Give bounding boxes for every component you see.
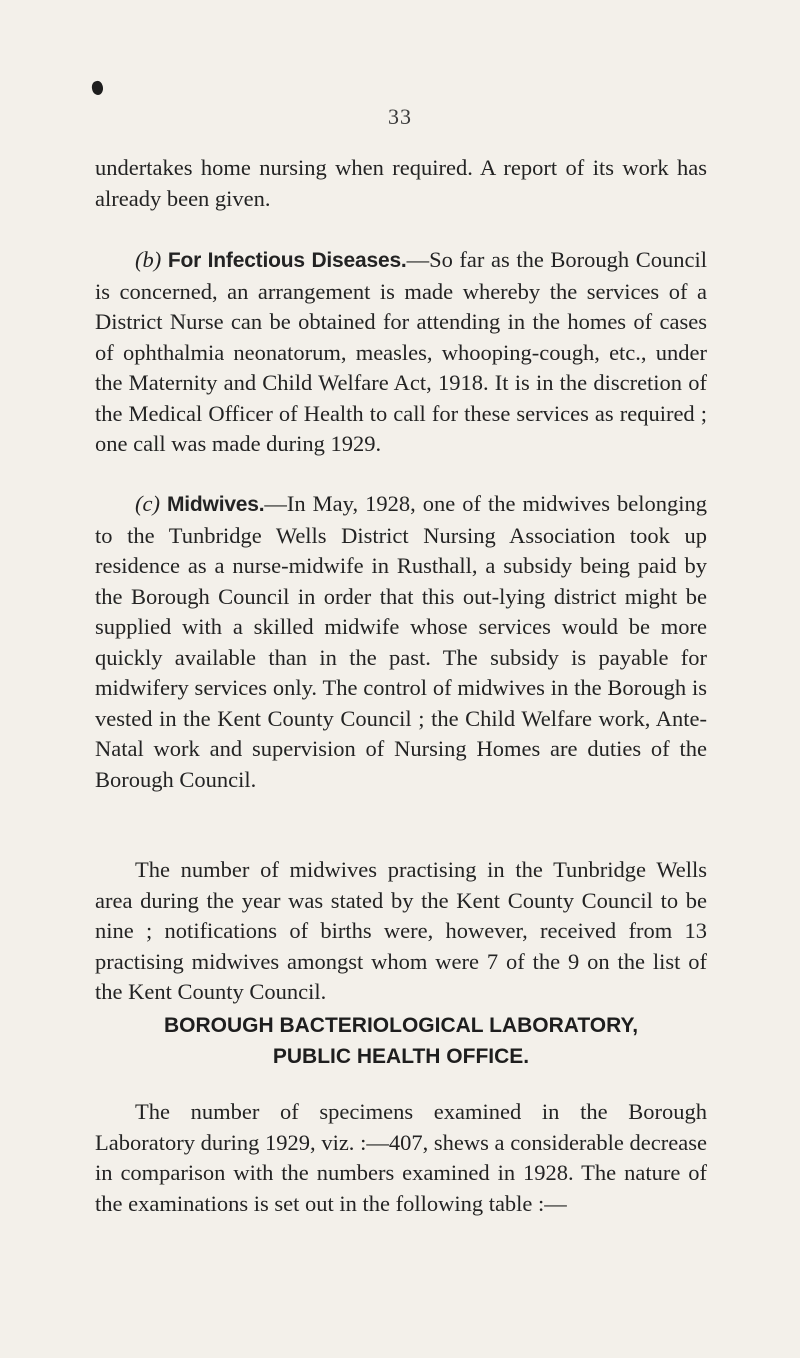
page-number: 33 [388,104,412,129]
paragraph-text: —In May, 1928, one of the midwives belonging to the Tunbridge Wells District Nursing Association took up residence as a nurse-midwife in Rusthall, a subsidy being paid by the Borough Council in order that this out-lying district might be supplied with a skilled midwife whose services would be more quickly available than in the past. The subsidy is payable for midwifery services only. The control of midwives in the Borough is vested in the Kent County Council ; the Child Welfare work, Ante-Natal work and supervision of Nursing Homes are duties of the Borough Council. [95,491,707,792]
paragraph-label: (b) [135,247,162,272]
paragraph-infectious-diseases [95,245,707,460]
run-in-heading: For Infectious Diseases. [167,249,407,272]
paragraph-laboratory: The number of specimens examined in the Borough Laboratory during 1929, viz. :—407, shews a considerable decrease in comparison with the numbers examined in 1928. The nature of the examinations is set out in the following table :— [95,1099,707,1216]
section-heading-line-1: BOROUGH BACTERIOLOGICAL LABORATORY, [163,1014,639,1037]
run-in-heading: Midwives. [167,493,265,516]
paragraph-midwives-count: The number of midwives practising in the Tunbridge Wells area during the year was stated by the Kent County Council to be nine ; notifications of births were, however, received from 13 practising midwives amongst whom were 7 of the 9 on the list of the Kent County Council. [95,857,707,1004]
ink-blot [91,80,105,96]
paragraph-midwives [95,489,707,795]
paragraph-text: —So far as the Borough Council is concerned, an arrangement is made whereby the services of a District Nurse can be obtained for attending in the homes of cases of ophthalmia neonatorum, measles, whooping-cough, etc., under the Maternity and Child Welfare Act, 1918. It is in the discretion of the Medical Officer of Health to call for these services as required ; one call was made during 1929. [95,247,707,456]
paragraph-label: (c) [135,491,160,516]
section-heading-line-2: PUBLIC HEALTH OFFICE. [272,1045,530,1068]
paragraph-home-nursing: undertakes home nursing when required. A report of its work has already been given. [95,155,707,211]
